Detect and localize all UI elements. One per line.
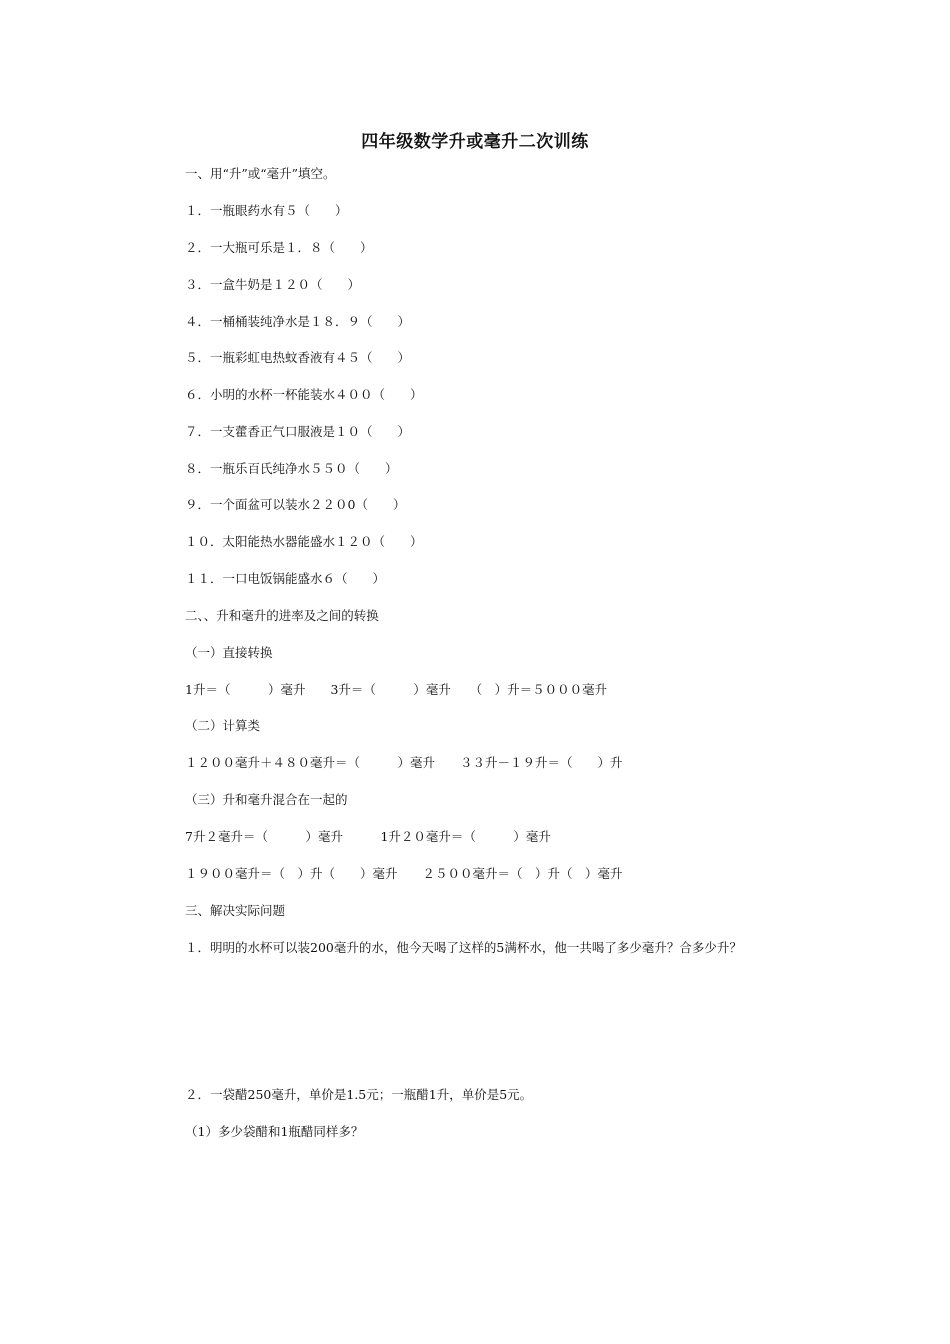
section2-heading: 二、、升和毫升的进率及之间的转换: [185, 608, 379, 623]
section2-sub1-heading: （一）直接转换: [185, 645, 273, 660]
section2-sub2-line: １２００毫升＋４８０毫升＝（ ）毫升 ３３升－１９升＝（ ）升: [185, 755, 623, 770]
section3-question-2: ２．一袋醋250毫升，单价是1.5元；一瓶醋1升，单价是5元。: [185, 1087, 533, 1102]
section1-item-9: ９．一个面盆可以装水２２０0（ ）: [185, 497, 406, 512]
section3-question-2-sub1: （1）多少袋醋和1瓶醋同样多？: [185, 1124, 364, 1139]
section1-item-10: １０．太阳能热水器能盛水１２０（ ）: [185, 534, 423, 549]
page-title: 四年级数学升或毫升二次训练: [361, 132, 589, 152]
section1-item-4: ４．一桶桶装纯净水是１８．９（ ）: [185, 314, 411, 329]
section1-item-1: １．一瓶眼药水有５（ ）: [185, 203, 348, 218]
section1-item-5: ５．一瓶彩虹电热蚊香液有４５（ ）: [185, 350, 411, 365]
section1-item-7: ７．一支藿香正气口服液是１０（ ）: [185, 424, 411, 439]
section1-item-2: ２．一大瓶可乐是１．８（ ）: [185, 240, 373, 255]
section3-question-1: １．明明的水杯可以装200毫升的水，他今天喝了这样的5满杯水，他一共喝了多少毫升？合多少升？: [185, 940, 742, 955]
section1-item-6: ６．小明的水杯一杯能装水４００（ ）: [185, 387, 423, 402]
section2-sub1-line: 1升＝（ ）毫升 3升＝（ ）毫升 （ ）升＝５０００毫升: [185, 682, 608, 697]
section2-sub3-line1: 7升２毫升＝（ ）毫升 1升２０毫升＝（ ）毫升: [185, 829, 551, 844]
section1-item-11: １１．一口电饭锅能盛水６（ ）: [185, 571, 386, 586]
section2-sub3-heading: （三）升和毫升混合在一起的: [185, 792, 348, 807]
section3-heading: 三、解决实际问题: [185, 903, 286, 918]
section2-sub2-heading: （二）计算类: [185, 718, 261, 733]
section1-item-3: ３．一盒牛奶是１２０（ ）: [185, 277, 361, 292]
section1-item-8: ８．一瓶乐百氏纯净水５５０（ ）: [185, 461, 398, 476]
section1-heading: 一、用“升”或“毫升”填空。: [185, 166, 336, 181]
section2-sub3-line2: １９００毫升＝（ ）升（ ）毫升 ２５００毫升＝（ ）升（ ）毫升: [185, 866, 623, 881]
